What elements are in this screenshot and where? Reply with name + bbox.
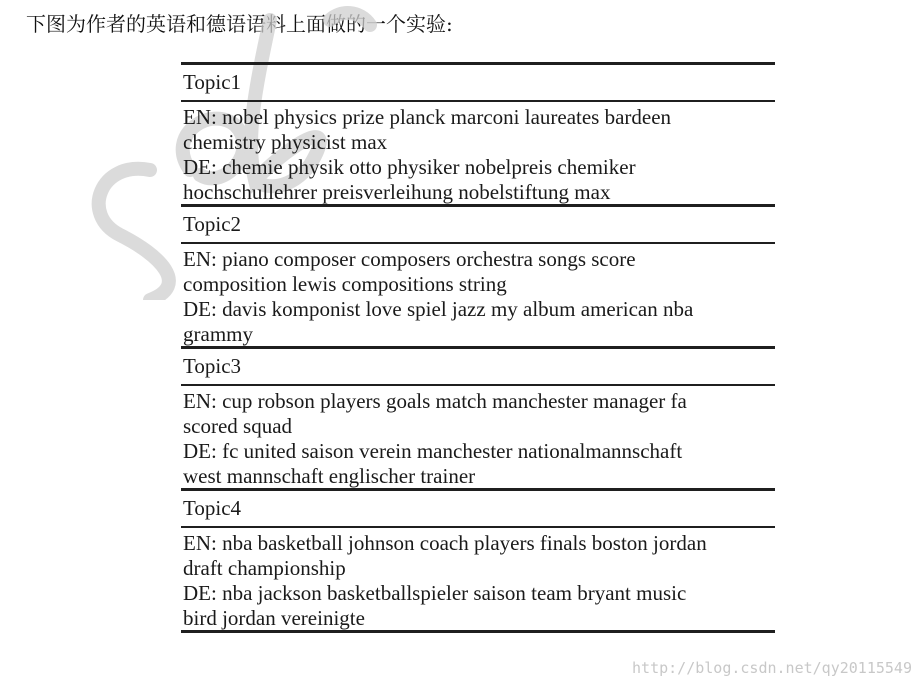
topic-title: Topic3 — [183, 354, 242, 378]
de-terms-line: DE: fc united saison verein manchester nationalmannschaft — [183, 439, 683, 463]
topic-title: Topic4 — [183, 496, 242, 520]
de-terms-line: hochschullehrer preisverleihung nobelstiftung max — [183, 180, 611, 204]
topic-body — [181, 386, 775, 488]
topic-table — [181, 62, 775, 633]
en-terms-line: scored squad — [183, 414, 293, 438]
de-terms-line: grammy — [183, 322, 253, 346]
de-terms-line: DE: chemie physik otto physiker nobelpreis chemiker — [183, 155, 636, 179]
topic-section — [181, 207, 775, 349]
en-terms-line: composition lewis compositions string — [183, 272, 507, 296]
de-terms-line: west mannschaft englischer trainer — [183, 464, 476, 488]
en-terms-line: EN: nobel physics prize planck marconi laureates bardeen — [183, 105, 672, 129]
topic-body — [181, 102, 775, 204]
topic-body — [181, 528, 775, 630]
topic-title: Topic2 — [183, 212, 242, 236]
en-terms-line: chemistry physicist max — [183, 130, 388, 154]
topic-section — [181, 349, 775, 491]
en-terms-line: EN: cup robson players goals match manchester manager fa — [183, 389, 687, 413]
de-terms-line: DE: nba jackson basketballspieler saison team bryant music — [183, 581, 687, 605]
topic-body — [181, 244, 775, 346]
de-terms-line: DE: davis komponist love spiel jazz my album american nba — [183, 297, 694, 321]
de-terms-line: bird jordan vereinigte — [183, 606, 365, 630]
watermark-url: http://blog.csdn.net/qy20115549 — [632, 659, 912, 677]
en-terms-line: EN: nba basketball johnson coach players finals boston jordan — [183, 531, 707, 555]
en-terms-line: EN: piano composer composers orchestra songs score — [183, 247, 636, 271]
en-terms-line: draft championship — [183, 556, 346, 580]
intro-text: 下图为作者的英语和德语语料上面做的一个实验: — [26, 12, 453, 36]
topic-section — [181, 65, 775, 207]
topic-section — [181, 491, 775, 633]
topic-title: Topic1 — [183, 70, 242, 94]
